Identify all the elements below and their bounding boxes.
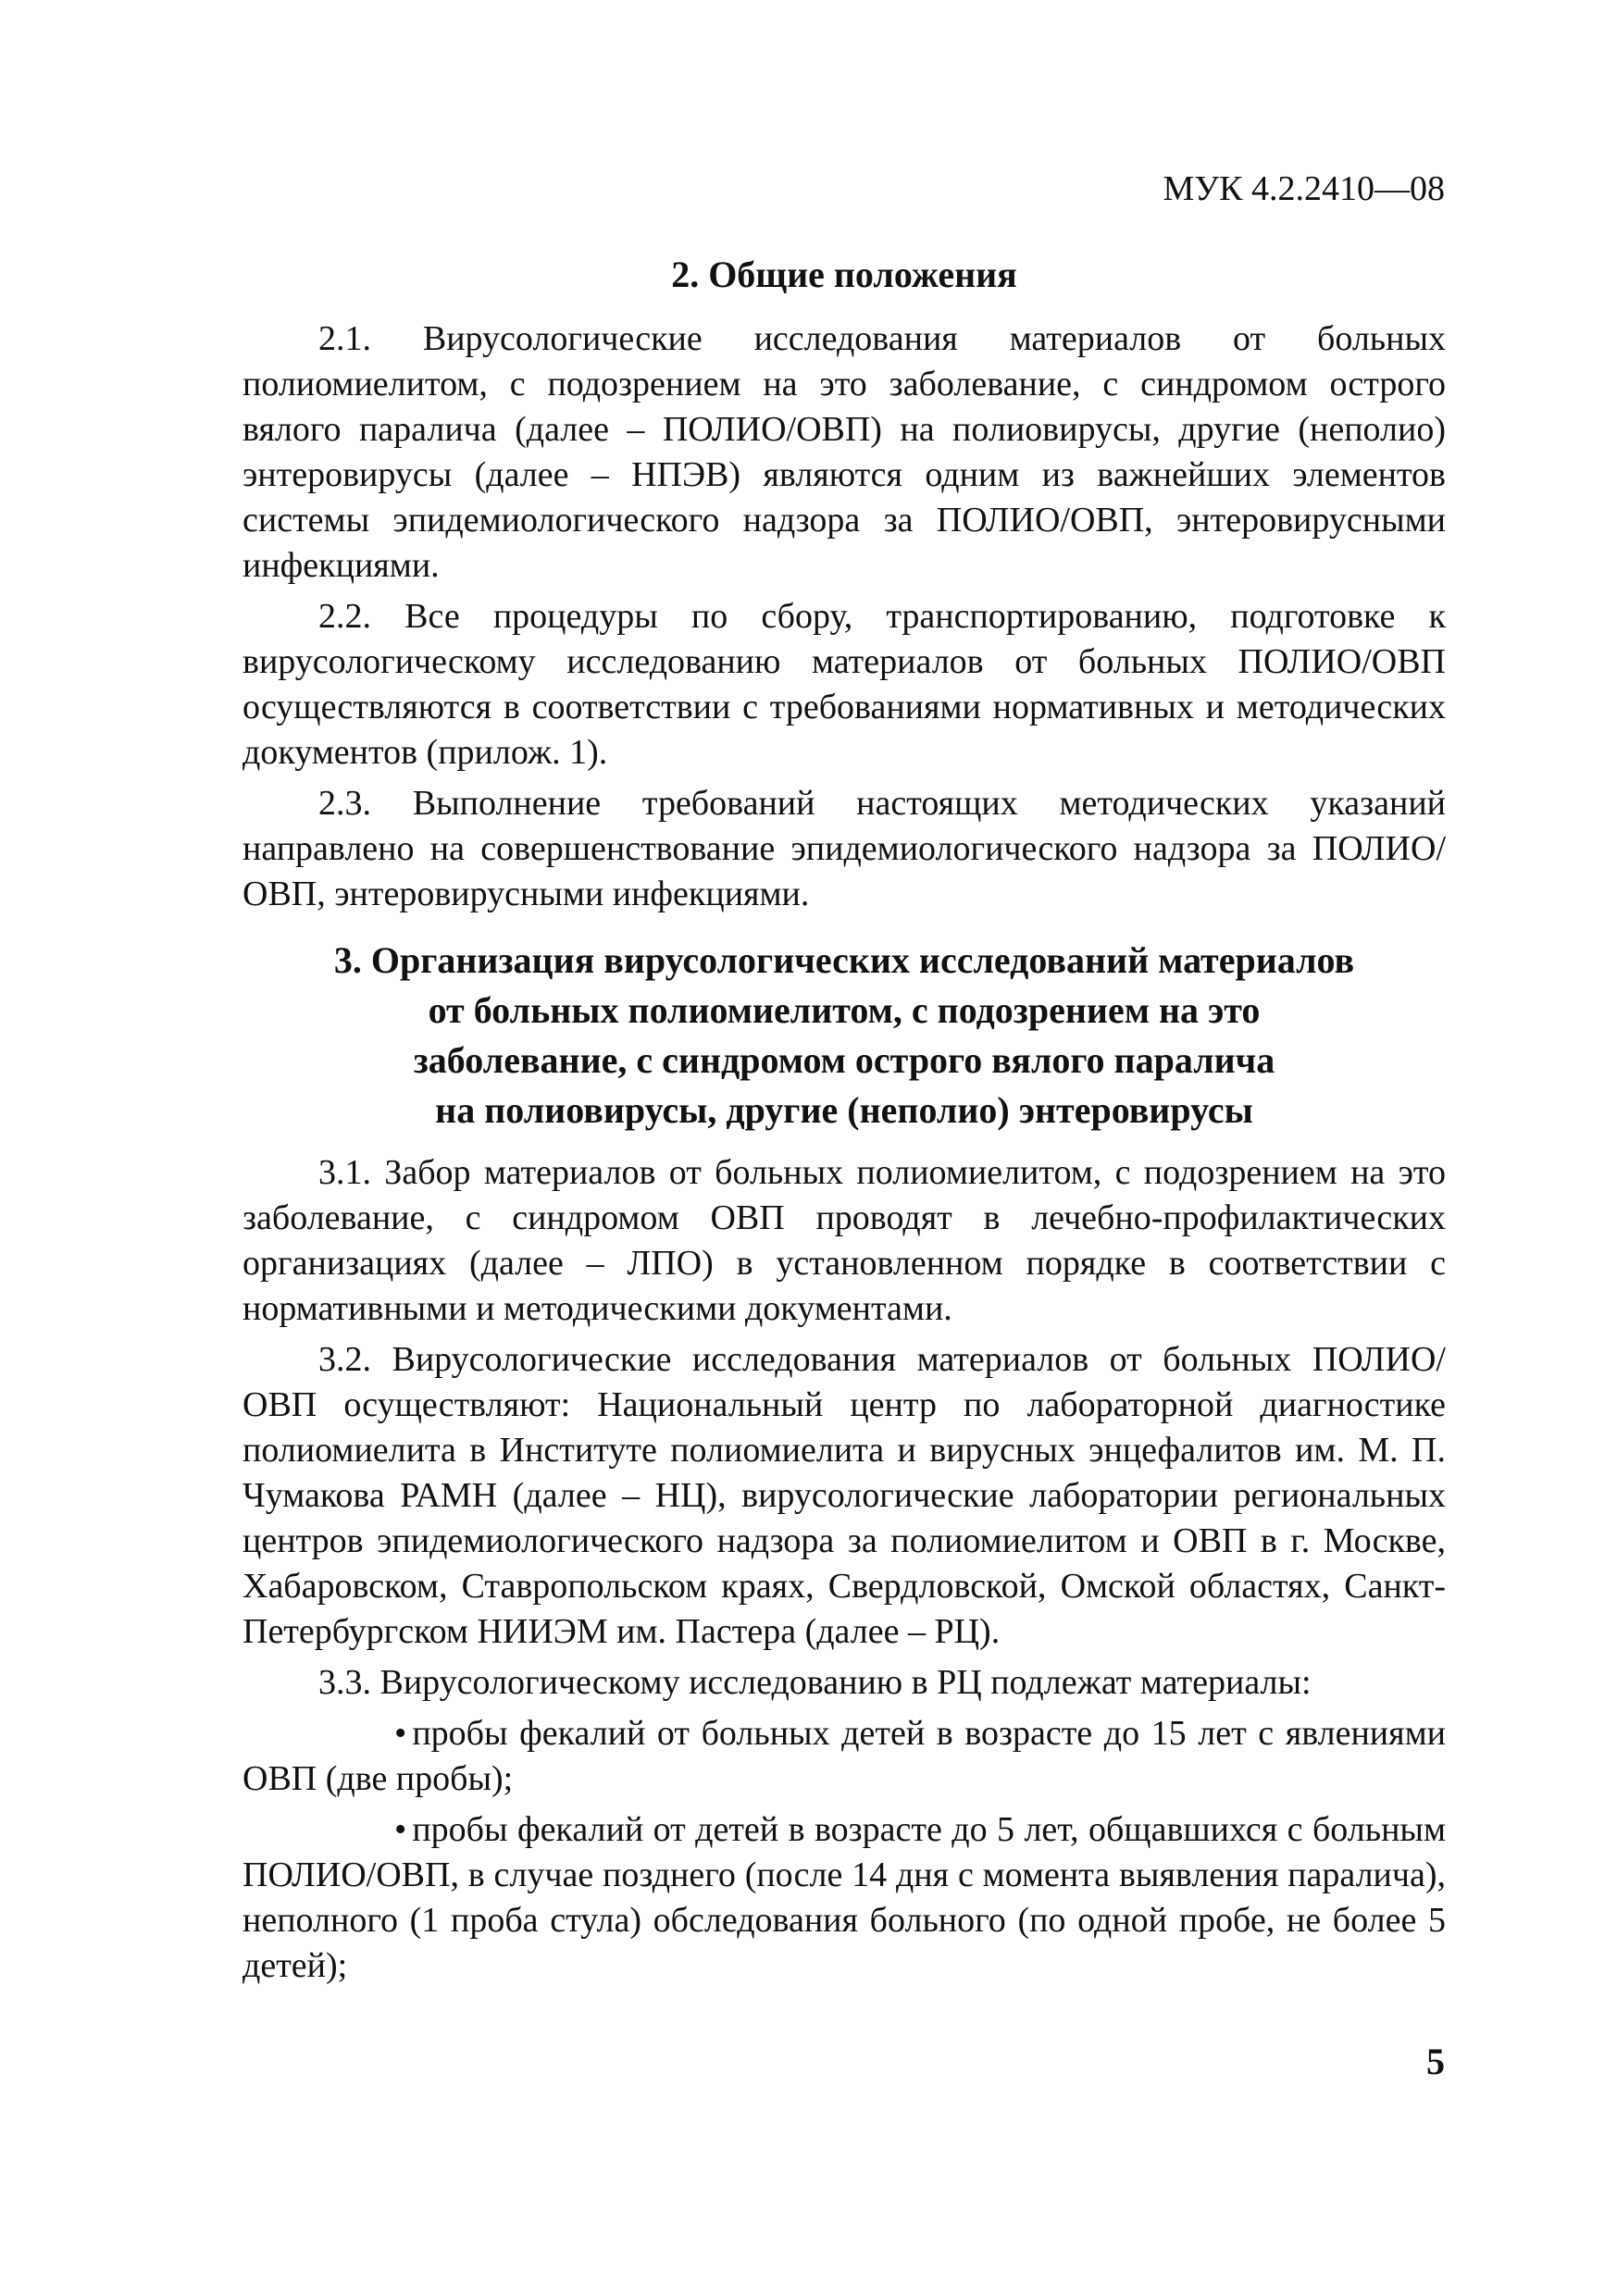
bullet-item-text: пробы фекалий от больных детей в возрасте до 15 лет с явлениями ОВП (две пробы); [243, 1714, 1446, 1798]
section-2-heading: 2. Общие положения [671, 254, 1017, 295]
bullet-icon: • [394, 1810, 407, 1849]
section-3-heading-line-2: от больных полиомиелитом, с подозрением на это [428, 989, 1261, 1031]
section-3-heading-line-3: заболевание, с синдромом острого вялого паралича [413, 1039, 1275, 1081]
section-3-heading [243, 936, 1446, 1136]
document-code: МУК 4.2.2410—08 [1163, 169, 1445, 208]
section-3-heading-line-4: на полиовирусы, другие (неполио) энтеровирусы [435, 1089, 1253, 1131]
document-body [243, 250, 1446, 1989]
paragraph-3-3: 3.3. Вирусологическому исследованию в РЦ подлежат материалы: [318, 1663, 1312, 1702]
paragraph-2-1: 2.1. Вирусологические исследования материалов от больных полиомиелитом, с подозрением на это заболевание, с синдромом острого вялого паралича (далее – ПОЛИО/ОВП) на полиовирусы, другие (неполио) энтеровирусы (далее – НПЭВ) являются одним из важнейших элементов системы эпидемиологического надзора за ПОЛИО/ОВП, энтеровирусными инфекциями. [243, 319, 1446, 585]
paragraph-2-3: 2.3. Выполнение требований настоящих методических указаний направлено на совершенствование эпидемиологического надзора за ПОЛИО/ОВП, энтеровирусными инфекциями. [243, 784, 1446, 913]
page-number: 5 [1426, 2041, 1445, 2082]
section-3-heading-line-1: 3. Организация вирусологических исследований материалов [333, 939, 1355, 981]
bullet-item-2 [243, 1807, 1446, 1989]
bullet-icon: • [394, 1714, 407, 1753]
bullet-item-text: пробы фекалий от детей в возрасте до 5 лет, общавшихся с больным ПОЛИО/ОВП, в случае позднего (после 14 дня с момента выявления паралича), неполного (1 проба стула) обследования больного (по одной пробе, не более 5 детей); [243, 1810, 1446, 1985]
paragraph-3-2: 3.2. Вирусологические исследования материалов от больных ПОЛИО/ОВП осуществляют: Национальный центр по лабораторной диагностике полиомиелита в Институте полиомиелита и вирусных энцефалитов им. М. П. Чумакова РАМН (далее – НЦ), вирусологические лаборатории региональных центров эпидемиологического надзора за полиомиелитом и ОВП в г. Москве, Хабаровском, Ставропольском краях, Свердловской, Омской областях, Санкт-Петербургском НИИЭМ им. Пастера (далее – РЦ). [243, 1340, 1446, 1651]
bullet-item-1 [243, 1711, 1446, 1802]
paragraph-2-2: 2.2. Все процедуры по сбору, транспортированию, подготовке к вирусологическому исследованию материалов от больных ПОЛИО/ОВП осуществляются в соответствии с требованиями нормативных и методических документов (прилож. 1). [243, 597, 1446, 772]
paragraph-3-1: 3.1. Забор материалов от больных полиомиелитом, с подозрением на это заболевание, с синдромом ОВП проводят в лечебно-профилактических организациях (далее – ЛПО) в установленном порядке в соответствии с нормативными и методическими документами. [243, 1153, 1446, 1328]
